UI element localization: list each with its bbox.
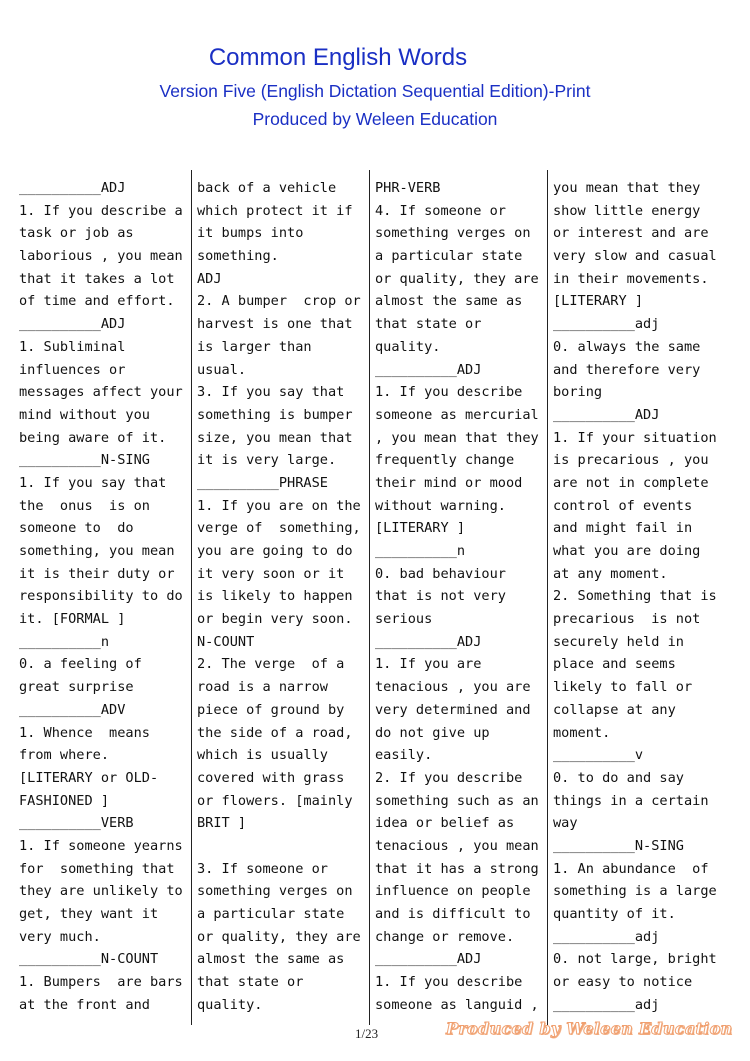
entry-line: __________ADJ xyxy=(19,180,126,196)
entry-line: a particular state xyxy=(375,248,523,265)
entry-line: collapse at any xyxy=(553,701,676,718)
entry-line: laborious , you mean xyxy=(19,248,183,265)
entry-line: place and seems xyxy=(553,656,676,673)
entry-line: , you mean that they xyxy=(375,429,539,446)
entry-line: FASHIONED ] xyxy=(19,792,110,809)
word-column-4 xyxy=(553,177,723,1016)
entry-line: and is difficult to xyxy=(375,906,531,922)
entry-line: or flowers. [mainly xyxy=(197,792,353,809)
entry-line: that it takes a lot xyxy=(19,270,175,287)
entry-line: ADJ xyxy=(197,270,222,287)
entry-line: what you are doing xyxy=(553,543,701,559)
entry-line: control of events xyxy=(553,497,693,514)
entry-line: __________adj xyxy=(553,316,660,333)
entry-line: do not give up xyxy=(375,724,490,741)
entry-line: the onus is on xyxy=(19,497,150,514)
word-column-3 xyxy=(375,177,545,1016)
entry-line: something is bumper xyxy=(197,406,353,423)
entry-line: something, you mean xyxy=(19,543,175,559)
document-subtitle: Version Five (English Dictation Sequential Edition)-Print xyxy=(159,81,591,101)
entry-line: 3. If someone or xyxy=(197,860,328,877)
entry-line: you mean that they xyxy=(553,180,701,196)
entry-line: idea or belief as xyxy=(375,815,515,832)
entry-line: __________ADV xyxy=(19,701,126,718)
entry-line: quantity of it. xyxy=(553,906,676,922)
entry-line: are not in complete xyxy=(553,474,709,491)
entry-line: frequently change xyxy=(375,452,515,469)
entry-line: that state or xyxy=(197,974,304,991)
entry-line xyxy=(197,835,367,858)
entry-line: that state or xyxy=(375,316,482,333)
entry-line: being aware of it. xyxy=(19,429,167,446)
entry-line: __________n xyxy=(19,633,110,650)
word-column-2 xyxy=(197,177,367,1016)
entry-line: someone to do xyxy=(19,520,134,537)
entry-line: very much. xyxy=(19,928,101,945)
entry-line: great surprise xyxy=(19,679,134,696)
entry-line: precarious is not xyxy=(553,611,701,628)
entry-line: road is a narrow xyxy=(197,679,328,696)
entry-line: 0. to do and say xyxy=(553,769,684,786)
entry-line: 1. If you are xyxy=(375,656,482,673)
entry-line: __________adj xyxy=(553,996,660,1013)
page-number: 1/23 xyxy=(355,1026,379,1041)
entry-line: back of a vehicle xyxy=(197,180,337,196)
entry-line: 0. a feeling of xyxy=(19,656,142,673)
entry-line: 0. not large, bright xyxy=(553,951,717,968)
entry-line: easily. xyxy=(375,747,433,764)
entry-line: which protect it if xyxy=(197,202,353,219)
entry-line: way xyxy=(553,815,578,832)
entry-line: 3. If you say that xyxy=(197,384,345,401)
entry-line: __________ADJ xyxy=(375,951,482,968)
entry-line: verge of something, xyxy=(197,520,361,537)
entry-line: PHR-VERB xyxy=(375,180,441,196)
entry-line: 0. bad behaviour xyxy=(375,565,506,582)
entry-line: 2. If you describe xyxy=(375,769,523,786)
word-column-1 xyxy=(19,177,189,1016)
entry-line: securely held in xyxy=(553,633,684,650)
entry-line: 1. If you are on the xyxy=(197,497,361,514)
entry-line: tenacious , you mean xyxy=(375,837,539,854)
entry-line: without warning. xyxy=(375,497,506,514)
entry-line: is precarious , you xyxy=(553,452,709,469)
entry-line: 1. If your situation xyxy=(553,429,717,446)
entry-line: harvest is one that xyxy=(197,316,353,333)
entry-line: in their movements. xyxy=(553,270,709,287)
entry-line: [LITERARY ] xyxy=(553,293,644,310)
entry-line: 1. If you describe xyxy=(375,384,523,401)
entry-line: __________adj xyxy=(553,928,660,945)
entry-line: size, you mean that xyxy=(197,429,353,446)
entry-line: something such as an xyxy=(375,792,539,809)
column-divider xyxy=(369,170,370,1025)
entry-line: change or remove. xyxy=(375,928,515,945)
entry-line: quality. xyxy=(375,338,441,355)
entry-line: it is their duty or xyxy=(19,565,175,582)
entry-line: N-COUNT xyxy=(197,633,255,650)
entry-line: that is not very xyxy=(375,588,506,605)
entry-line: 1. If you describe a xyxy=(19,202,183,219)
entry-line: influences or xyxy=(19,361,126,378)
entry-line: 0. always the same xyxy=(553,338,701,355)
entry-line: that it has a strong xyxy=(375,860,539,877)
entry-line: __________VERB xyxy=(19,815,134,832)
entry-line: something verges on xyxy=(375,225,531,242)
entry-line: messages affect your xyxy=(19,384,183,401)
entry-line: or quality, they are xyxy=(375,270,539,287)
entry-line: which is usually xyxy=(197,747,328,764)
entry-line: 1. Bumpers are bars xyxy=(19,974,183,991)
producer-line: Produced by Weleen Education xyxy=(252,109,498,129)
entry-line: 1. An abundance of xyxy=(553,860,709,877)
entry-line: [LITERARY or OLD- xyxy=(19,769,159,786)
document-title: Common English Words xyxy=(208,44,468,71)
entry-line: __________N-COUNT xyxy=(19,951,159,968)
entry-line: they are unlikely to xyxy=(19,883,183,900)
entry-line: 2. The verge of a xyxy=(197,656,345,673)
entry-line: someone as mercurial xyxy=(375,406,539,423)
entry-line: __________ADJ xyxy=(553,406,660,423)
entry-line: it. [FORMAL ] xyxy=(19,611,126,628)
entry-line: 1. Whence means xyxy=(19,724,150,741)
entry-line: from where. xyxy=(19,747,110,764)
entry-line: task or job as xyxy=(19,225,134,242)
entry-line: very slow and casual xyxy=(553,248,717,265)
entry-line: BRIT ] xyxy=(197,815,247,832)
entry-line: or easy to notice xyxy=(553,974,693,991)
entry-line: __________ADJ xyxy=(375,633,482,650)
entry-line: tenacious , you are xyxy=(375,679,531,696)
entry-line: __________ADJ xyxy=(375,361,482,378)
entry-line: moment. xyxy=(553,724,611,741)
entry-line: mind without you xyxy=(19,406,150,423)
entry-line: things in a certain xyxy=(553,792,709,809)
entry-line: __________PHRASE xyxy=(197,474,328,491)
entry-line: 4. If someone or xyxy=(375,202,506,219)
entry-line: usual. xyxy=(197,361,247,378)
entry-line: you are going to do xyxy=(197,543,353,559)
entry-line: at any moment. xyxy=(553,565,668,582)
entry-line: show little energy xyxy=(553,202,701,219)
entry-line: or interest and are xyxy=(553,225,709,242)
entry-line: and might fail in xyxy=(553,520,693,537)
entry-line: something verges on xyxy=(197,883,353,900)
entry-line: their mind or mood xyxy=(375,474,523,491)
column-divider xyxy=(547,170,548,1025)
entry-line: boring xyxy=(553,384,603,401)
entry-line: __________n xyxy=(375,543,466,559)
entry-line: serious xyxy=(375,611,433,628)
entry-line: is likely to happen xyxy=(197,588,353,605)
entry-line: 1. Subliminal xyxy=(19,338,126,355)
entry-line: a particular state xyxy=(197,906,345,922)
entry-line: likely to fall or xyxy=(553,679,693,696)
entry-line: and therefore very xyxy=(553,361,701,378)
entry-line: 2. Something that is xyxy=(553,588,717,605)
entry-line: or quality, they are xyxy=(197,928,361,945)
entry-line: almost the same as xyxy=(197,951,345,968)
entry-line: __________N-SING xyxy=(19,452,150,469)
entry-line: the side of a road, xyxy=(197,724,353,741)
entry-line: quality. xyxy=(197,996,263,1013)
entry-line: at the front and xyxy=(19,996,150,1013)
watermark: Produced by Weleen Education xyxy=(446,1019,733,1038)
entry-line: 1. If someone yearns xyxy=(19,837,183,854)
entry-line: __________N-SING xyxy=(553,837,684,854)
entry-line: it bumps into xyxy=(197,225,304,242)
entry-line: [LITERARY ] xyxy=(375,520,466,537)
entry-line: 2. A bumper crop or xyxy=(197,293,361,310)
entry-line: it is very large. xyxy=(197,452,337,469)
entry-line: or begin very soon. xyxy=(197,611,353,628)
entry-line: __________ADJ xyxy=(19,316,126,333)
entry-line: someone as languid , xyxy=(375,996,539,1013)
entry-line: is larger than xyxy=(197,338,312,355)
entry-line: covered with grass xyxy=(197,769,345,786)
entry-line: almost the same as xyxy=(375,293,523,310)
entry-line: responsibility to do xyxy=(19,588,183,605)
entry-line: __________v xyxy=(553,747,644,764)
entry-line: very determined and xyxy=(375,701,531,718)
entry-line: 1. If you describe xyxy=(375,974,523,991)
entry-line: it very soon or it xyxy=(197,565,345,582)
entry-line: something is a large xyxy=(553,883,717,900)
entry-line: for something that xyxy=(19,860,175,877)
column-divider xyxy=(191,170,192,1025)
entry-line: 1. If you say that xyxy=(19,474,167,491)
entry-line: of time and effort. xyxy=(19,293,175,310)
entry-line: influence on people xyxy=(375,883,531,900)
entry-line: piece of ground by xyxy=(197,701,345,718)
entry-line: something. xyxy=(197,248,279,265)
entry-line: get, they want it xyxy=(19,906,159,922)
